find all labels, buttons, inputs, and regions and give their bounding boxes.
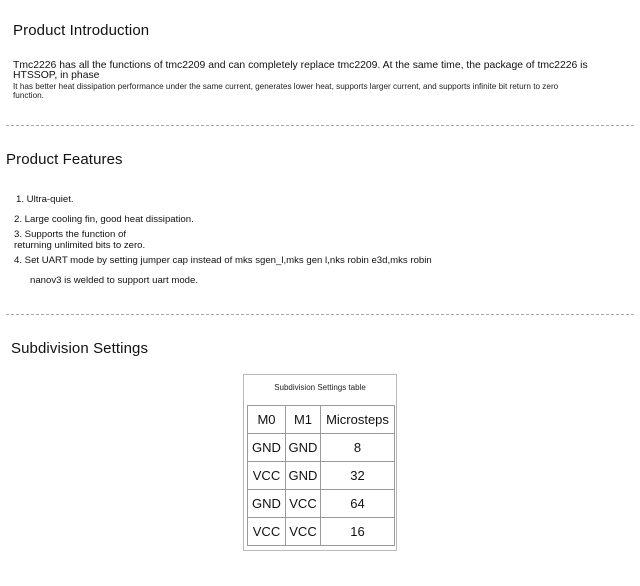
- subdivision-settings-heading: Subdivision Settings: [11, 340, 149, 357]
- column-header-m1: M1: [286, 406, 321, 434]
- table-cell-m1: GND: [286, 462, 321, 490]
- table-cell-microsteps: 32: [321, 462, 395, 490]
- table-row: [248, 518, 395, 546]
- table-cell-m1: GND: [286, 434, 321, 462]
- table-row: [248, 462, 395, 490]
- table-row: [248, 434, 395, 462]
- product-introduction-heading: Product Introduction: [13, 22, 150, 39]
- table-cell-m0: GND: [248, 434, 286, 462]
- feature-item-ultra-quiet: 1. Ultra-quiet.: [16, 194, 74, 205]
- section-divider: [6, 125, 634, 126]
- feature-item-return-to-zero-continued: returning unlimited bits to zero.: [14, 240, 146, 251]
- table-cell-microsteps: 16: [321, 518, 395, 546]
- table-cell-m1: VCC: [286, 518, 321, 546]
- table-cell-m0: GND: [248, 490, 286, 518]
- table-header-row: [248, 406, 395, 434]
- subdivision-table: [247, 405, 395, 546]
- column-header-microsteps: Microsteps: [321, 406, 395, 434]
- feature-item-uart-mode-continued: nanov3 is welded to support uart mode.: [30, 275, 198, 286]
- table-cell-m0: VCC: [248, 462, 286, 490]
- table-cell-microsteps: 8: [321, 434, 395, 462]
- feature-item-return-to-zero: 3. Supports the function of: [14, 229, 127, 240]
- table-cell-m0: VCC: [248, 518, 286, 546]
- subdivision-table-panel: [243, 374, 397, 551]
- table-row: [248, 490, 395, 518]
- table-cell-m1: VCC: [286, 490, 321, 518]
- table-cell-microsteps: 64: [321, 490, 395, 518]
- feature-item-uart-mode: 4. Set UART mode by setting jumper cap instead of mks sgen_l,mks gen l,nks robin e3d,mks robin: [14, 255, 432, 266]
- section-divider: [6, 314, 634, 315]
- subdivision-table-caption: Subdivision Settings table: [274, 383, 366, 392]
- introduction-paragraph: Tmc2226 has all the functions of tmc2209 and can completely replace tmc2209. At the same time, the package of tmc2226 is HTSSOP, in phase: [13, 60, 588, 81]
- feature-item-cooling-fin: 2. Large cooling fin, good heat dissipation.: [14, 214, 194, 225]
- product-features-heading: Product Features: [6, 151, 123, 168]
- heat-dissipation-paragraph: It has better heat dissipation performance under the same current, generates lower heat, supports larger current, and supports infinite bit return to zero function.: [13, 82, 559, 100]
- column-header-m0: M0: [248, 406, 286, 434]
